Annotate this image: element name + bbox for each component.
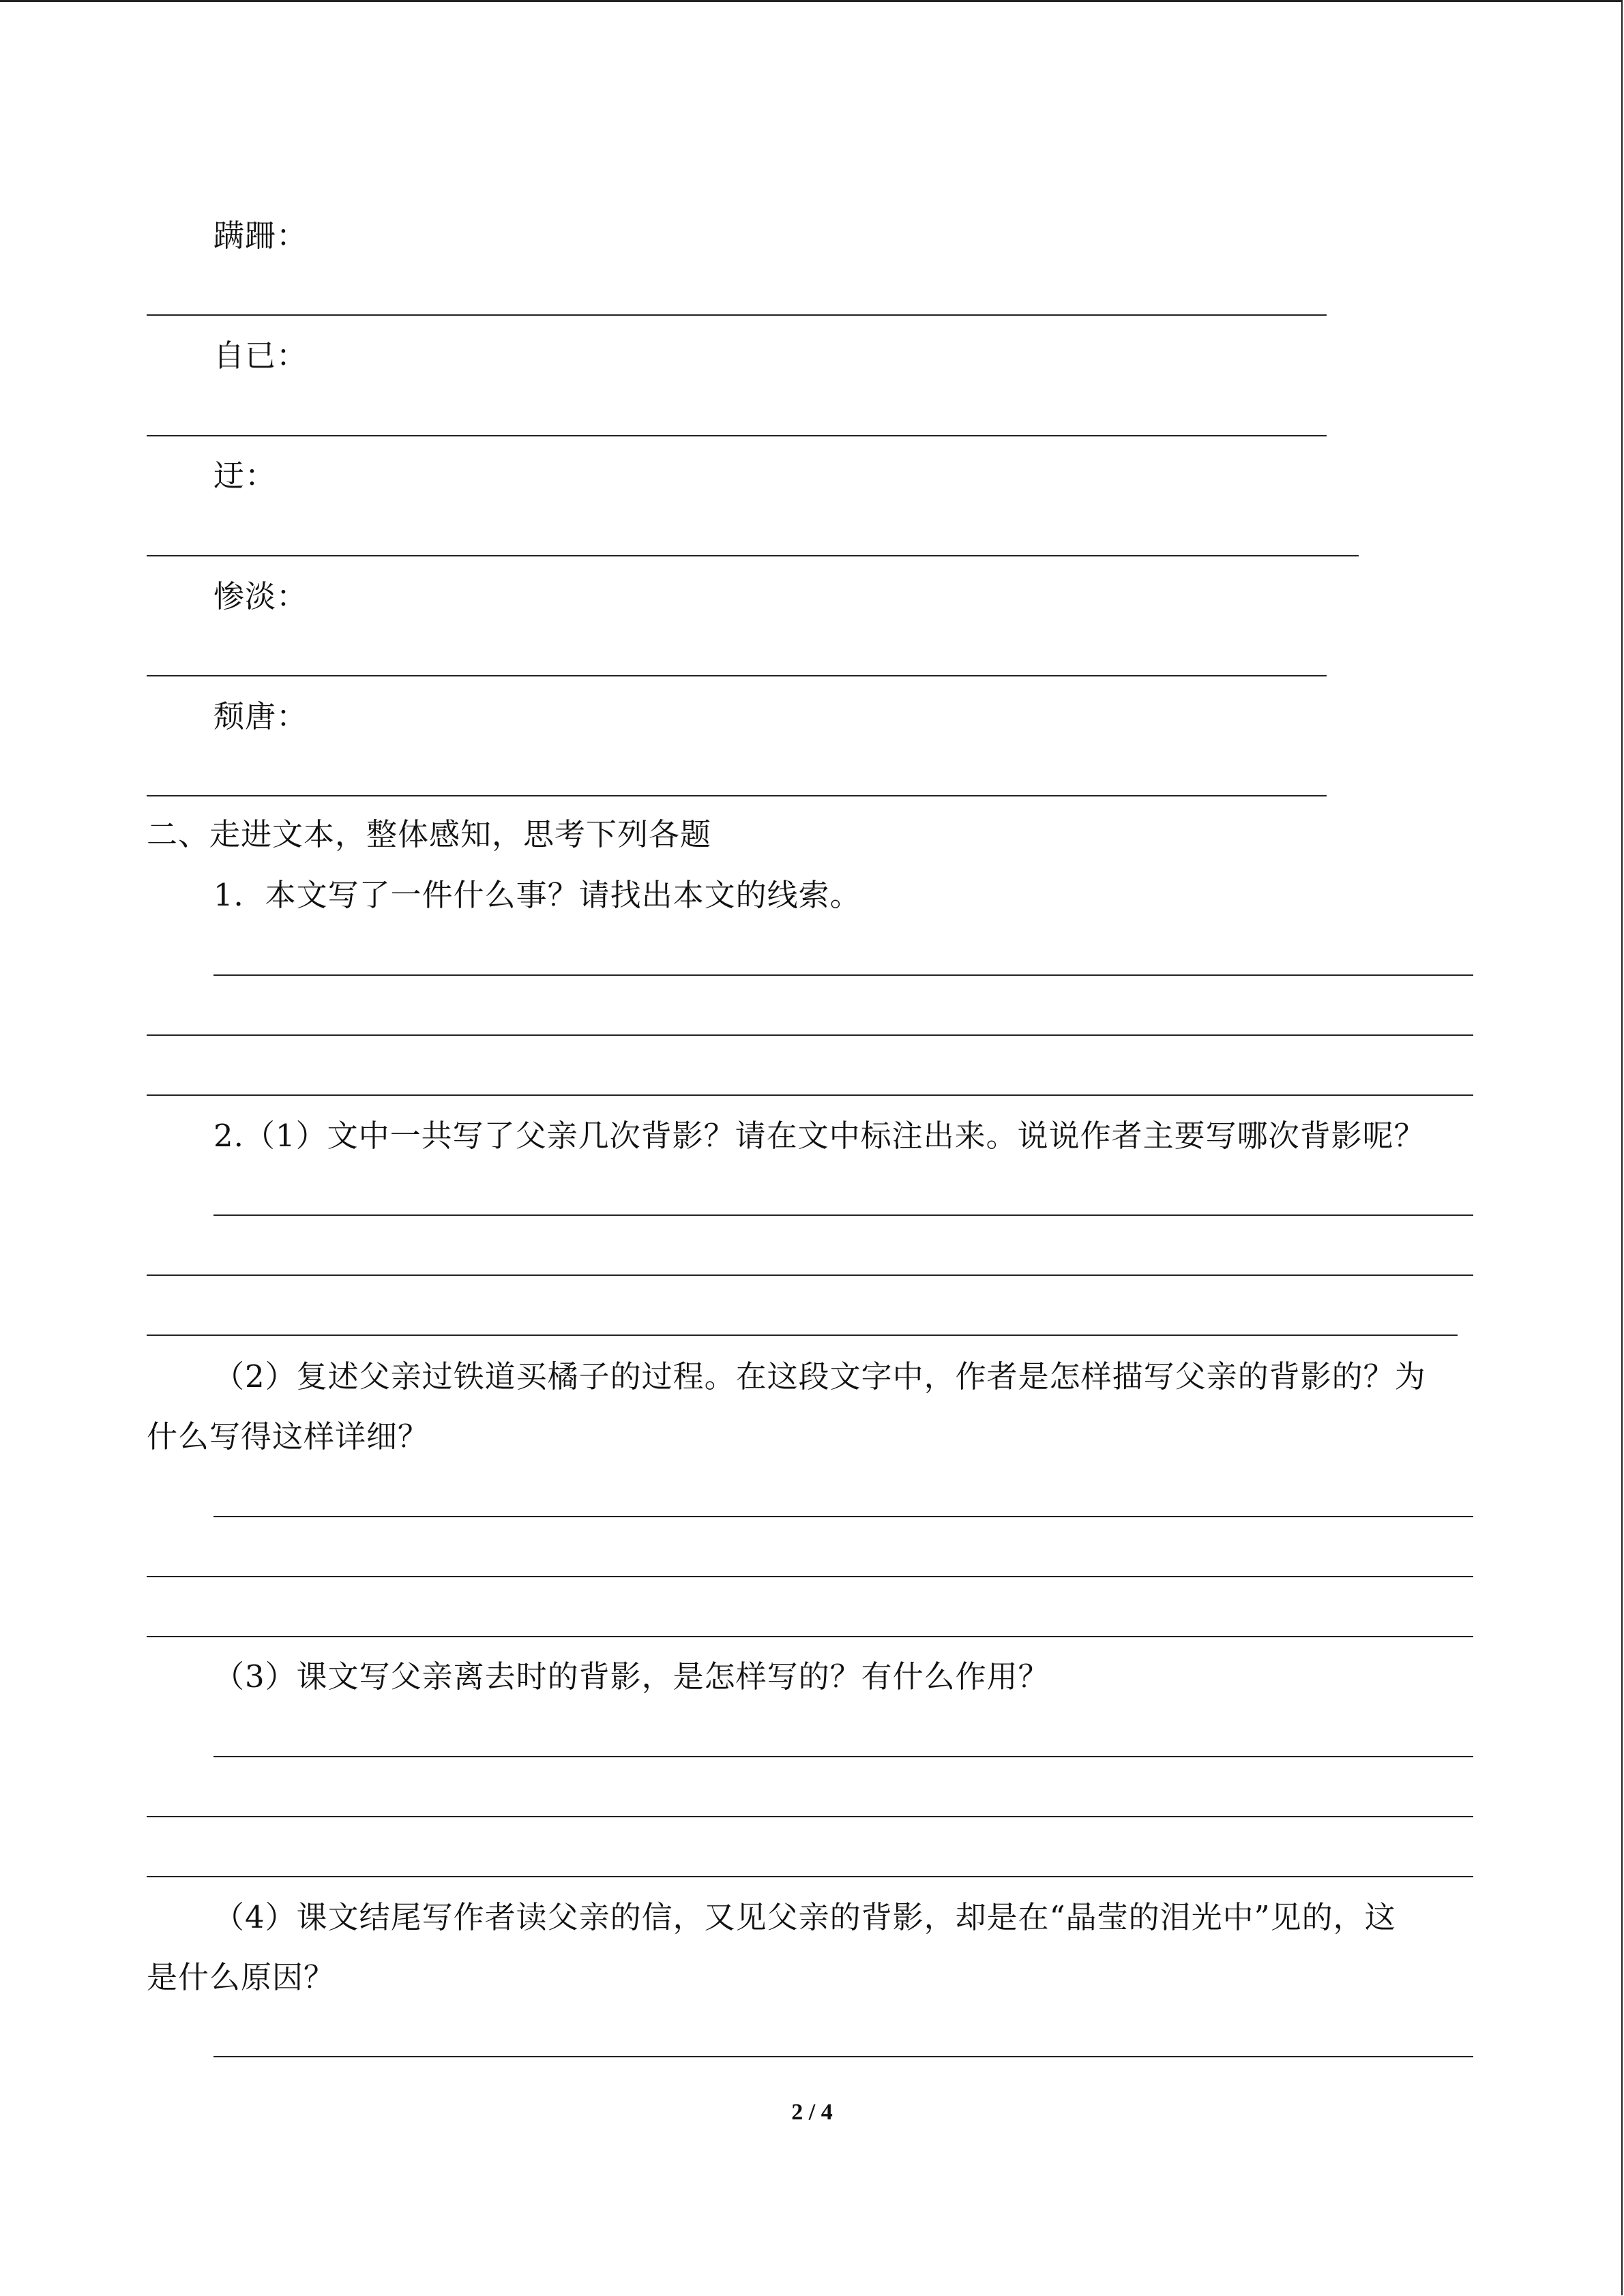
- answer-line[interactable]: [213, 2056, 1473, 2057]
- answer-line[interactable]: [147, 314, 1327, 316]
- answer-line[interactable]: [147, 435, 1327, 436]
- answer-line[interactable]: [147, 1094, 1473, 1096]
- question-2-1: 2.（1）文中一共写了父亲几次背影？请在文中标注出来。说说作者主要写哪次背影呢？: [213, 1118, 1426, 1154]
- vocab-term-yu: 迂：: [213, 458, 277, 494]
- answer-line[interactable]: [213, 1214, 1473, 1216]
- answer-line[interactable]: [213, 974, 1473, 976]
- vocab-term-tuitang: 颓唐：: [213, 698, 308, 734]
- page-number: 2 / 4: [791, 2100, 833, 2125]
- vocab-term-panshan: 蹒跚：: [213, 218, 308, 254]
- answer-line[interactable]: [147, 1576, 1473, 1577]
- answer-line[interactable]: [147, 1816, 1473, 1817]
- answer-line[interactable]: [147, 1636, 1473, 1637]
- question-2-4-line2: 是什么原因？: [147, 1959, 336, 1995]
- vocab-term-ziji: 自已：: [213, 338, 308, 374]
- answer-line[interactable]: [147, 675, 1327, 676]
- question-2-3: （3）课文写父亲离去时的背影，是怎样写的？有什么作用？: [213, 1658, 1050, 1695]
- answer-line[interactable]: [147, 1876, 1473, 1877]
- vocab-term-candan: 惨淡：: [213, 578, 308, 614]
- answer-line[interactable]: [147, 795, 1327, 796]
- answer-line[interactable]: [147, 1274, 1473, 1276]
- question-1: 1．本文写了一件什么事？请找出本文的线索。: [213, 877, 861, 913]
- question-2-2-line2: 什么写得这样详细？: [147, 1418, 430, 1455]
- answer-line[interactable]: [147, 1335, 1458, 1336]
- question-2-4-line1: （4）课文结尾写作者读父亲的信，又见父亲的背影，却是在“晶莹的泪光中”见的，这: [213, 1899, 1396, 1935]
- question-2-2-line1: （2）复述父亲过铁道买橘子的过程。在这段文字中，作者是怎样描写父亲的背影的？为: [213, 1358, 1426, 1395]
- answer-line[interactable]: [213, 1516, 1473, 1517]
- answer-line[interactable]: [147, 555, 1359, 556]
- section-heading: 二、走进文本，整体感知，思考下列各题: [147, 816, 712, 852]
- answer-line[interactable]: [147, 1034, 1473, 1036]
- answer-line[interactable]: [213, 1756, 1473, 1757]
